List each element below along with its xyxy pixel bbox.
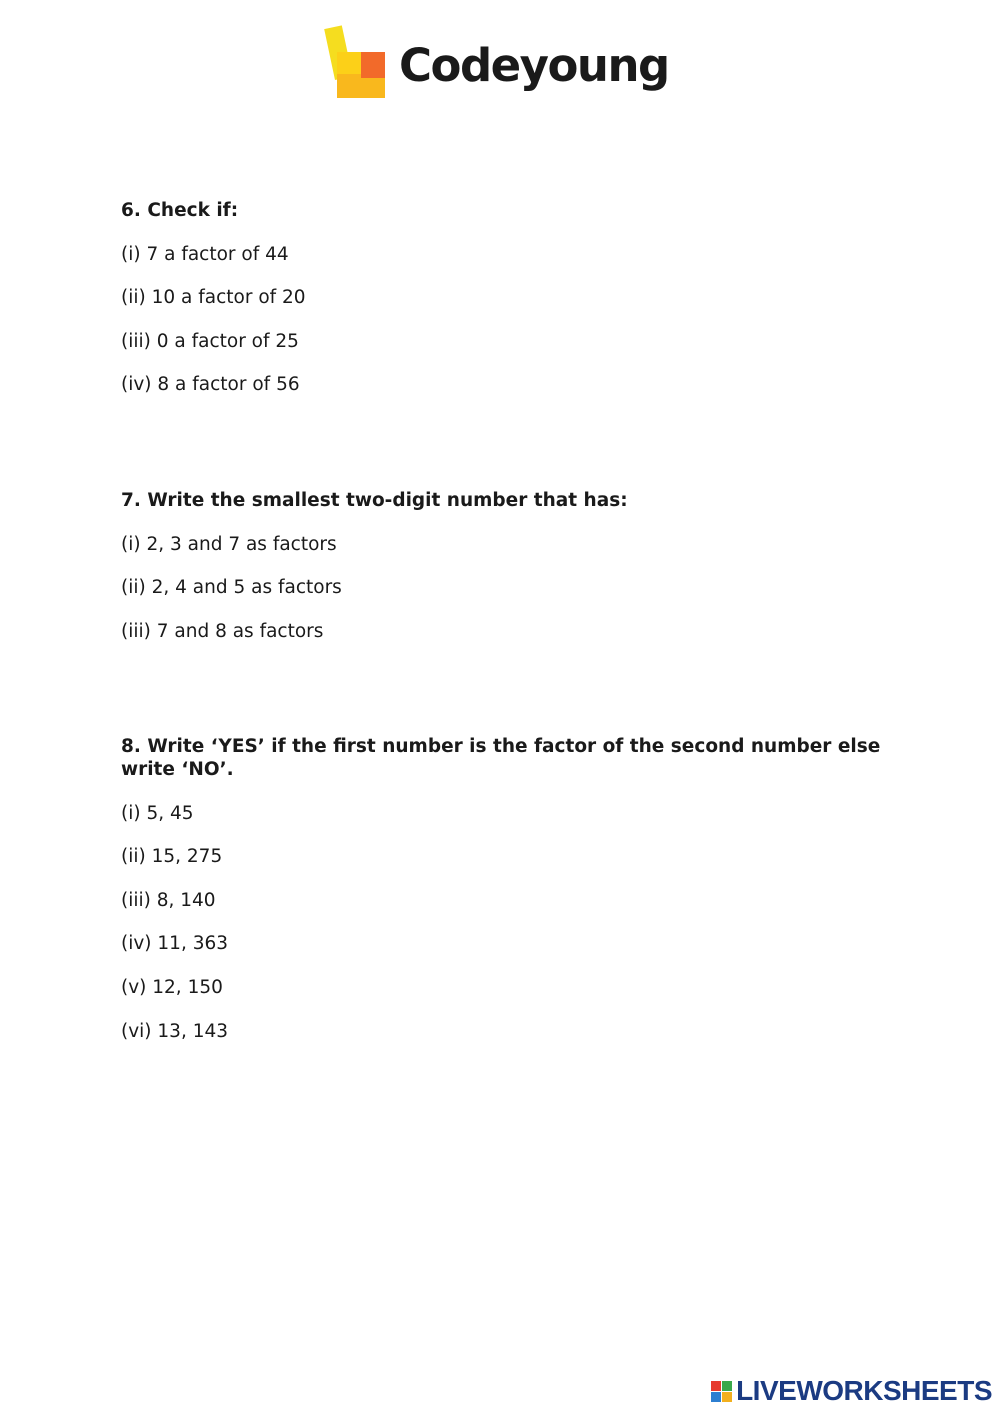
watermark-text: LIVEWORKSHEETS <box>736 1375 992 1406</box>
list-item: (iii) 7 and 8 as factors <box>121 620 324 642</box>
list-item: (i) 7 a factor of 44 <box>121 243 289 265</box>
question-6 <box>121 199 306 396</box>
liveworksheets-logo-icon <box>711 1381 732 1402</box>
question-8 <box>121 735 881 1043</box>
list-item: (ii) 15, 275 <box>121 846 223 868</box>
list-item: (i) 2, 3 and 7 as factors <box>121 533 337 555</box>
liveworksheets-watermark <box>711 1375 992 1407</box>
codeyoung-logo-mark-icon <box>333 28 387 100</box>
question-items <box>121 802 881 1043</box>
list-item: (iii) 8, 140 <box>121 889 216 911</box>
list-item: (ii) 2, 4 and 5 as factors <box>121 577 342 599</box>
list-item: (iii) 0 a factor of 25 <box>121 330 299 352</box>
brand-name: Codeyoung <box>399 38 669 92</box>
list-item: (ii) 10 a factor of 20 <box>121 287 306 309</box>
question-title: 8. Write ‘YES’ if the first number is the factor of the second number else write ‘NO’. <box>121 736 881 780</box>
list-item: (v) 12, 150 <box>121 976 223 998</box>
question-items <box>121 243 306 397</box>
question-title: 7. Write the smallest two-digit number that has: <box>121 490 628 511</box>
list-item: (iv) 11, 363 <box>121 933 229 955</box>
list-item: (i) 5, 45 <box>121 802 194 824</box>
question-7 <box>121 489 628 643</box>
question-title: 6. Check if: <box>121 200 239 221</box>
list-item: (iv) 8 a factor of 56 <box>121 374 300 396</box>
codeyoung-logo <box>333 24 669 104</box>
list-item: (vi) 13, 143 <box>121 1020 229 1042</box>
question-items <box>121 533 628 643</box>
